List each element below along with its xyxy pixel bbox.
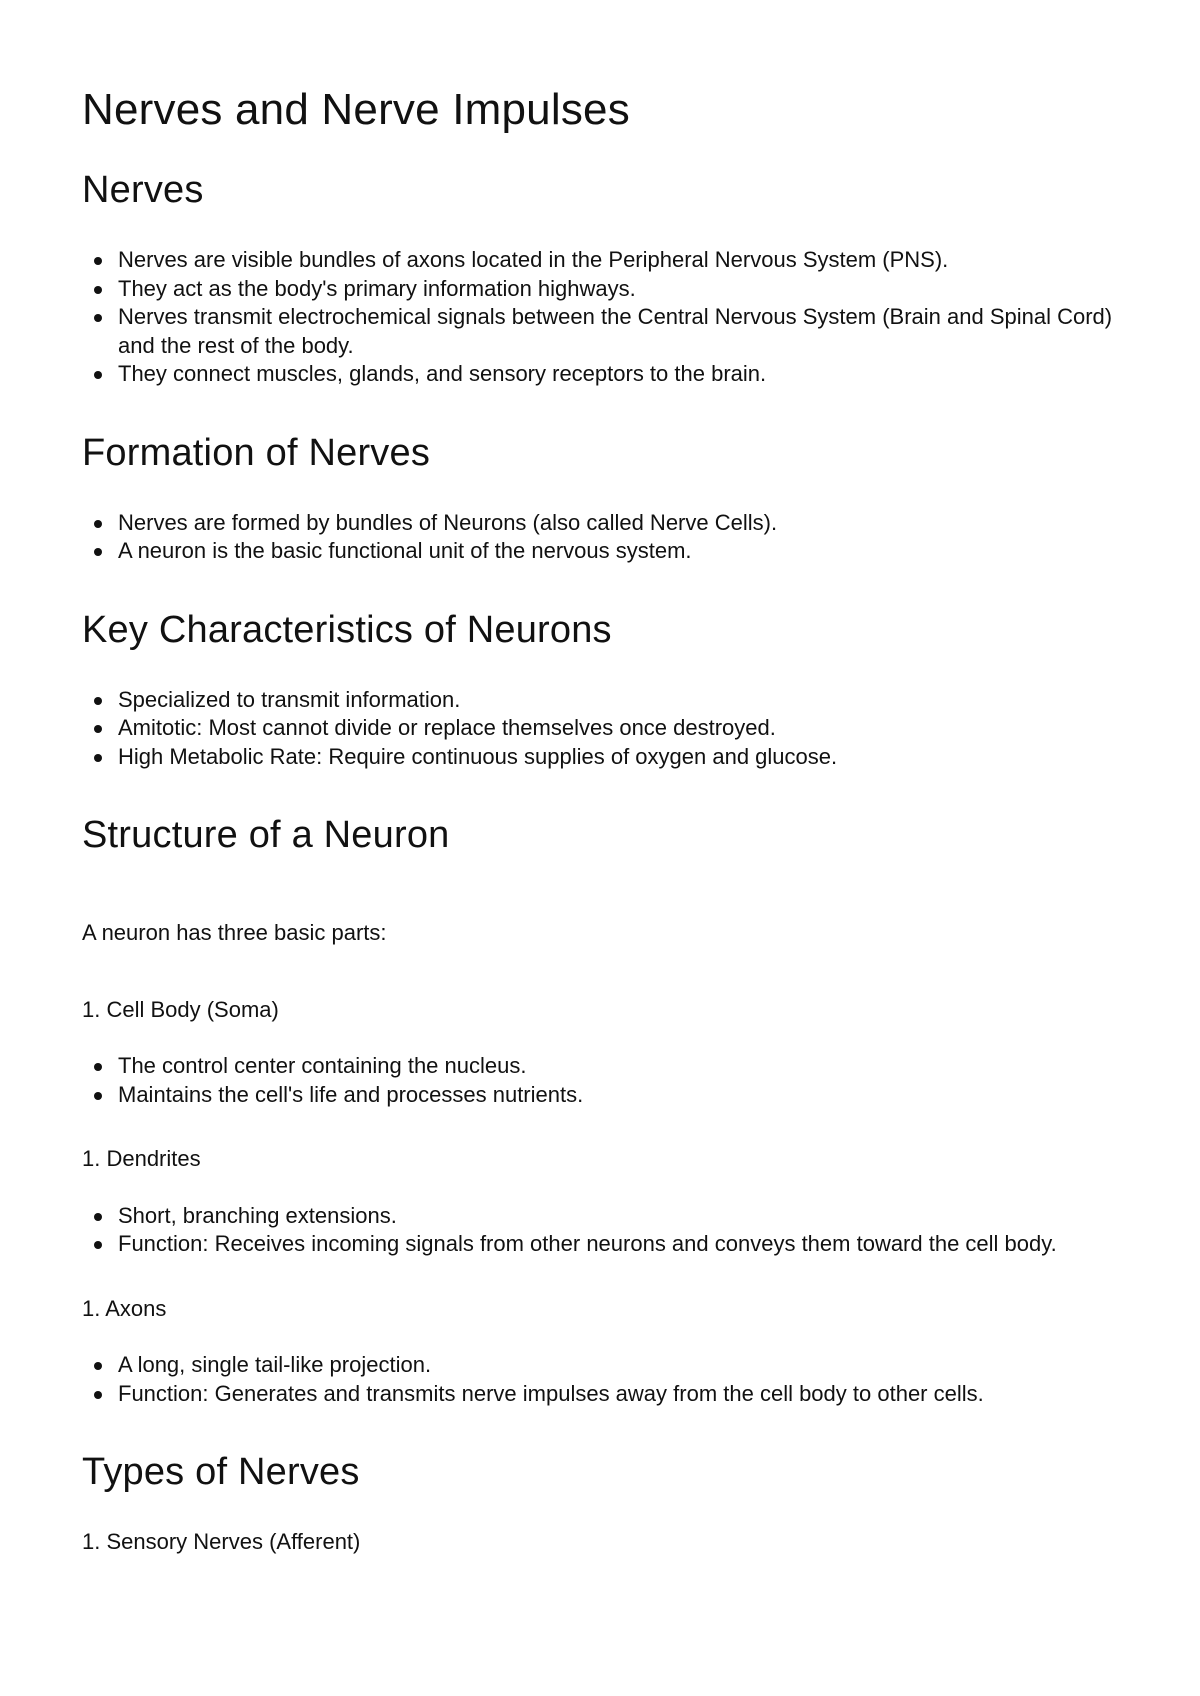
list-item-text: Nerves transmit electrochemical signals between the Central Nervous System (Brain and Spinal Cord) and the rest of the body. <box>118 304 1113 358</box>
bullet-icon <box>94 1092 102 1100</box>
section-heading-formation: Formation of Nerves <box>82 431 431 474</box>
part-label-cell-body: 1. Cell Body (Soma) <box>82 996 279 1022</box>
list-item-text: The control center containing the nucleus. <box>118 1053 527 1078</box>
cell-body-list <box>82 1052 1122 1109</box>
bullet-icon <box>94 1362 102 1370</box>
bullet-icon <box>94 754 102 762</box>
list-item-text: Nerves are formed by bundles of Neurons (also called Nerve Cells). <box>118 509 778 535</box>
list-item-text: Specialized to transmit information. <box>118 686 461 712</box>
list-item-text: Maintains the cell's life and processes nutrients. <box>118 1081 584 1107</box>
list-item <box>82 714 1122 743</box>
bullet-icon <box>94 697 102 705</box>
list-item <box>82 303 1122 360</box>
page-title: Nerves and Nerve Impulses <box>82 85 630 134</box>
list-item-text: Function: Receives incoming signals from other neurons and conveys them toward the cell body. <box>118 1231 1057 1256</box>
section-heading-nerves: Nerves <box>82 169 204 211</box>
list-item-text: A long, single tail-like projection. <box>118 1352 432 1377</box>
list-item <box>82 1081 1122 1110</box>
structure-intro: A neuron has three basic parts: <box>82 920 387 945</box>
characteristics-list <box>82 686 1122 772</box>
bullet-icon <box>94 314 102 322</box>
bullet-icon <box>94 520 102 528</box>
list-item <box>82 1380 1122 1409</box>
part-label-sensory-nerves: 1. Sensory Nerves (Afferent) <box>82 1529 361 1554</box>
list-item-text: Function: Generates and transmits nerve impulses away from the cell body to other cells. <box>118 1380 984 1406</box>
list-item-text: Nerves are visible bundles of axons located in the Peripheral Nervous System (PNS). <box>118 247 949 272</box>
bullet-icon <box>94 371 102 379</box>
part-label-dendrites: 1. Dendrites <box>82 1146 201 1171</box>
list-item <box>82 275 1122 304</box>
bullet-icon <box>94 257 102 265</box>
bullet-icon <box>94 1063 102 1071</box>
list-item-text: Amitotic: Most cannot divide or replace themselves once destroyed. <box>118 715 776 740</box>
list-item <box>82 246 1122 275</box>
bullet-icon <box>94 725 102 733</box>
list-item-text: They act as the body's primary information highways. <box>118 275 636 301</box>
section-heading-structure: Structure of a Neuron <box>82 814 450 856</box>
list-item-text: High Metabolic Rate: Require continuous supplies of oxygen and glucose. <box>118 743 838 769</box>
list-item <box>82 1052 1122 1081</box>
list-item <box>82 509 1122 538</box>
bullet-icon <box>94 286 102 294</box>
list-item-text: They connect muscles, glands, and sensory receptors to the brain. <box>118 361 767 386</box>
list-item <box>82 1202 1122 1231</box>
bullet-icon <box>94 1213 102 1221</box>
list-item-text: Short, branching extensions. <box>118 1202 397 1228</box>
section-heading-types: Types of Nerves <box>82 1451 360 1493</box>
list-item <box>82 1351 1122 1380</box>
list-item <box>82 537 1122 566</box>
section-heading-characteristics: Key Characteristics of Neurons <box>82 608 612 651</box>
list-item <box>82 743 1122 772</box>
list-item <box>82 1230 1122 1259</box>
bullet-icon <box>94 1391 102 1399</box>
list-item <box>82 360 1122 389</box>
formation-list <box>82 509 1122 566</box>
list-item-text: A neuron is the basic functional unit of the nervous system. <box>118 538 692 563</box>
document-page <box>82 78 1122 1585</box>
part-label-axons: 1. Axons <box>82 1295 167 1321</box>
dendrites-list <box>82 1202 1122 1259</box>
list-item <box>82 686 1122 715</box>
bullet-icon <box>94 548 102 556</box>
bullet-icon <box>94 1241 102 1249</box>
axons-list <box>82 1351 1122 1408</box>
nerves-list <box>82 246 1122 389</box>
